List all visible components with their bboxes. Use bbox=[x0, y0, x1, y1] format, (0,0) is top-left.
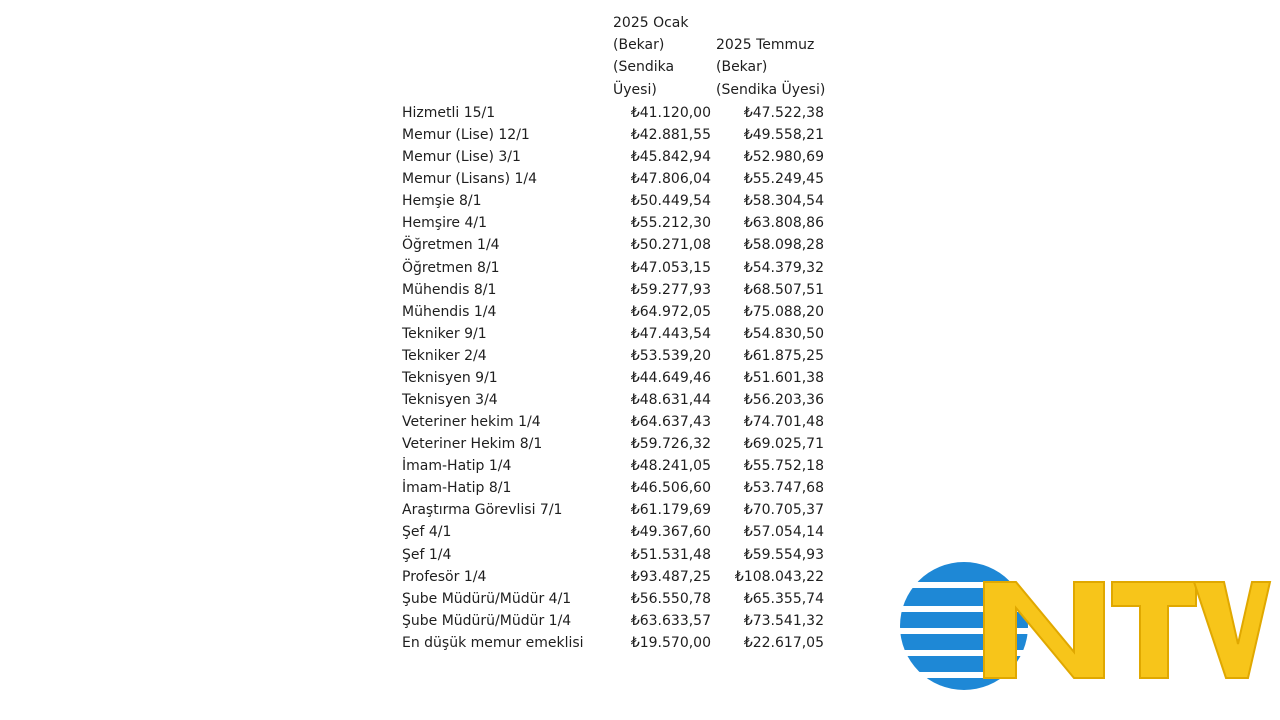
value-2025-ocak: ₺51.531,48 bbox=[630, 546, 711, 563]
row-label: İmam-Hatip 8/1 bbox=[402, 480, 512, 497]
table-row bbox=[402, 279, 832, 301]
value-2025-ocak: ₺63.633,57 bbox=[630, 612, 711, 629]
row-label: Teknisyen 9/1 bbox=[402, 369, 498, 386]
value-2025-temmuz: ₺65.355,74 bbox=[743, 590, 824, 607]
value-2025-temmuz: ₺55.752,18 bbox=[743, 458, 824, 475]
salary-table bbox=[402, 12, 832, 651]
table-row bbox=[402, 588, 832, 610]
table-row bbox=[402, 566, 832, 588]
table-row bbox=[402, 632, 832, 654]
row-label: Mühendis 1/4 bbox=[402, 303, 497, 320]
value-2025-temmuz: ₺58.304,54 bbox=[743, 193, 824, 210]
row-label: Profesör 1/4 bbox=[402, 568, 487, 585]
value-2025-ocak: ₺19.570,00 bbox=[630, 634, 711, 651]
table-row bbox=[402, 234, 832, 256]
table-row bbox=[402, 477, 832, 499]
logo-letters bbox=[984, 582, 1270, 678]
value-2025-temmuz: ₺69.025,71 bbox=[743, 436, 824, 453]
table-row bbox=[402, 433, 832, 455]
value-2025-temmuz: ₺68.507,51 bbox=[743, 281, 824, 298]
table-row bbox=[402, 345, 832, 367]
table-row bbox=[402, 212, 832, 234]
table-row bbox=[402, 610, 832, 632]
value-2025-ocak: ₺64.637,43 bbox=[630, 414, 711, 431]
value-2025-ocak: ₺64.972,05 bbox=[630, 303, 711, 320]
row-label: Memur (Lise) 12/1 bbox=[402, 127, 530, 144]
value-2025-ocak: ₺59.277,93 bbox=[630, 281, 711, 298]
value-2025-temmuz: ₺59.554,93 bbox=[743, 546, 824, 563]
row-label: Hizmetli 15/1 bbox=[402, 105, 496, 121]
value-2025-temmuz: ₺52.980,69 bbox=[743, 149, 824, 166]
value-2025-ocak: ₺61.179,69 bbox=[630, 502, 711, 519]
table-header bbox=[402, 12, 832, 102]
value-2025-temmuz: ₺58.098,28 bbox=[743, 237, 824, 254]
row-label: Hemşie 8/1 bbox=[402, 193, 482, 210]
row-label: Şef 4/1 bbox=[402, 524, 452, 541]
value-2025-temmuz: ₺57.054,14 bbox=[743, 524, 824, 541]
value-2025-temmuz: ₺55.249,45 bbox=[743, 171, 824, 188]
row-label: Veteriner hekim 1/4 bbox=[402, 414, 541, 431]
row-label: Memur (Lisans) 1/4 bbox=[402, 171, 538, 188]
value-2025-ocak: ₺46.506,60 bbox=[630, 480, 711, 497]
value-2025-ocak: ₺59.726,32 bbox=[630, 436, 711, 453]
value-2025-temmuz: ₺56.203,36 bbox=[743, 392, 824, 409]
value-2025-temmuz: ₺22.617,05 bbox=[743, 634, 824, 651]
table-row bbox=[402, 146, 832, 168]
row-label: Tekniker 2/4 bbox=[402, 347, 487, 364]
value-2025-ocak: ₺93.487,25 bbox=[630, 568, 711, 585]
value-2025-ocak: ₺55.212,30 bbox=[630, 215, 711, 232]
table-row bbox=[402, 102, 832, 124]
row-label: Tekniker 9/1 bbox=[402, 325, 487, 342]
value-2025-ocak: ₺47.053,15 bbox=[630, 259, 711, 276]
value-2025-ocak: ₺50.271,08 bbox=[630, 237, 711, 254]
row-label: İmam-Hatip 1/4 bbox=[402, 458, 512, 475]
table-row bbox=[402, 521, 832, 543]
table-row bbox=[402, 124, 832, 146]
table-row bbox=[402, 367, 832, 389]
value-2025-ocak: ₺48.241,05 bbox=[630, 458, 711, 475]
value-2025-temmuz: ₺75.088,20 bbox=[743, 303, 824, 320]
value-2025-temmuz: ₺47.522,38 bbox=[743, 105, 824, 121]
value-2025-temmuz: ₺74.701,48 bbox=[743, 414, 824, 431]
value-2025-ocak: ₺42.881,55 bbox=[630, 127, 711, 144]
row-label: Öğretmen 8/1 bbox=[402, 259, 500, 276]
header-2025-ocak: 2025 Ocak (Bekar) (Sendika Üyesi) bbox=[613, 15, 689, 98]
table-row bbox=[402, 323, 832, 345]
ntv-logo bbox=[896, 560, 1276, 690]
value-2025-ocak: ₺47.443,54 bbox=[630, 325, 711, 342]
table-row bbox=[402, 257, 832, 279]
value-2025-temmuz: ₺63.808,86 bbox=[743, 215, 824, 232]
value-2025-ocak: ₺41.120,00 bbox=[630, 105, 711, 121]
value-2025-temmuz: ₺54.830,50 bbox=[743, 325, 824, 342]
value-2025-ocak: ₺53.539,20 bbox=[630, 347, 711, 364]
value-2025-temmuz: ₺54.379,32 bbox=[743, 259, 824, 276]
value-2025-ocak: ₺56.550,78 bbox=[630, 590, 711, 607]
row-label: Araştırma Görevlisi 7/1 bbox=[402, 502, 563, 519]
value-2025-temmuz: ₺53.747,68 bbox=[743, 480, 824, 497]
row-label: Hemşire 4/1 bbox=[402, 215, 488, 232]
value-2025-temmuz: ₺108.043,22 bbox=[734, 568, 824, 585]
value-2025-temmuz: ₺51.601,38 bbox=[743, 369, 824, 386]
value-2025-ocak: ₺45.842,94 bbox=[630, 149, 711, 166]
table-row bbox=[402, 544, 832, 566]
row-label: Memur (Lise) 3/1 bbox=[402, 149, 521, 166]
row-label: Öğretmen 1/4 bbox=[402, 237, 500, 254]
table-row bbox=[402, 455, 832, 477]
table-row bbox=[402, 389, 832, 411]
row-label: Veteriner Hekim 8/1 bbox=[402, 436, 543, 453]
value-2025-ocak: ₺50.449,54 bbox=[630, 193, 711, 210]
table-row bbox=[402, 499, 832, 521]
value-2025-ocak: ₺48.631,44 bbox=[630, 392, 711, 409]
value-2025-temmuz: ₺49.558,21 bbox=[743, 127, 824, 144]
value-2025-temmuz: ₺70.705,37 bbox=[743, 502, 824, 519]
table-row bbox=[402, 411, 832, 433]
table-body bbox=[402, 102, 832, 654]
value-2025-ocak: ₺47.806,04 bbox=[630, 171, 711, 188]
value-2025-temmuz: ₺61.875,25 bbox=[743, 347, 824, 364]
value-2025-ocak: ₺44.649,46 bbox=[630, 369, 711, 386]
row-label: Şef 1/4 bbox=[402, 546, 452, 563]
value-2025-temmuz: ₺73.541,32 bbox=[743, 612, 824, 629]
row-label: Mühendis 8/1 bbox=[402, 281, 497, 298]
row-label: Teknisyen 3/4 bbox=[402, 392, 498, 409]
row-label: Şube Müdürü/Müdür 1/4 bbox=[402, 612, 572, 629]
table-row bbox=[402, 190, 832, 212]
value-2025-ocak: ₺49.367,60 bbox=[630, 524, 711, 541]
header-2025-temmuz: 2025 Temmuz (Bekar) (Sendika Üyesi) bbox=[716, 37, 826, 98]
row-label: En düşük memur emeklisi bbox=[402, 634, 584, 651]
table-row bbox=[402, 301, 832, 323]
table-row bbox=[402, 168, 832, 190]
row-label: Şube Müdürü/Müdür 4/1 bbox=[402, 590, 572, 607]
